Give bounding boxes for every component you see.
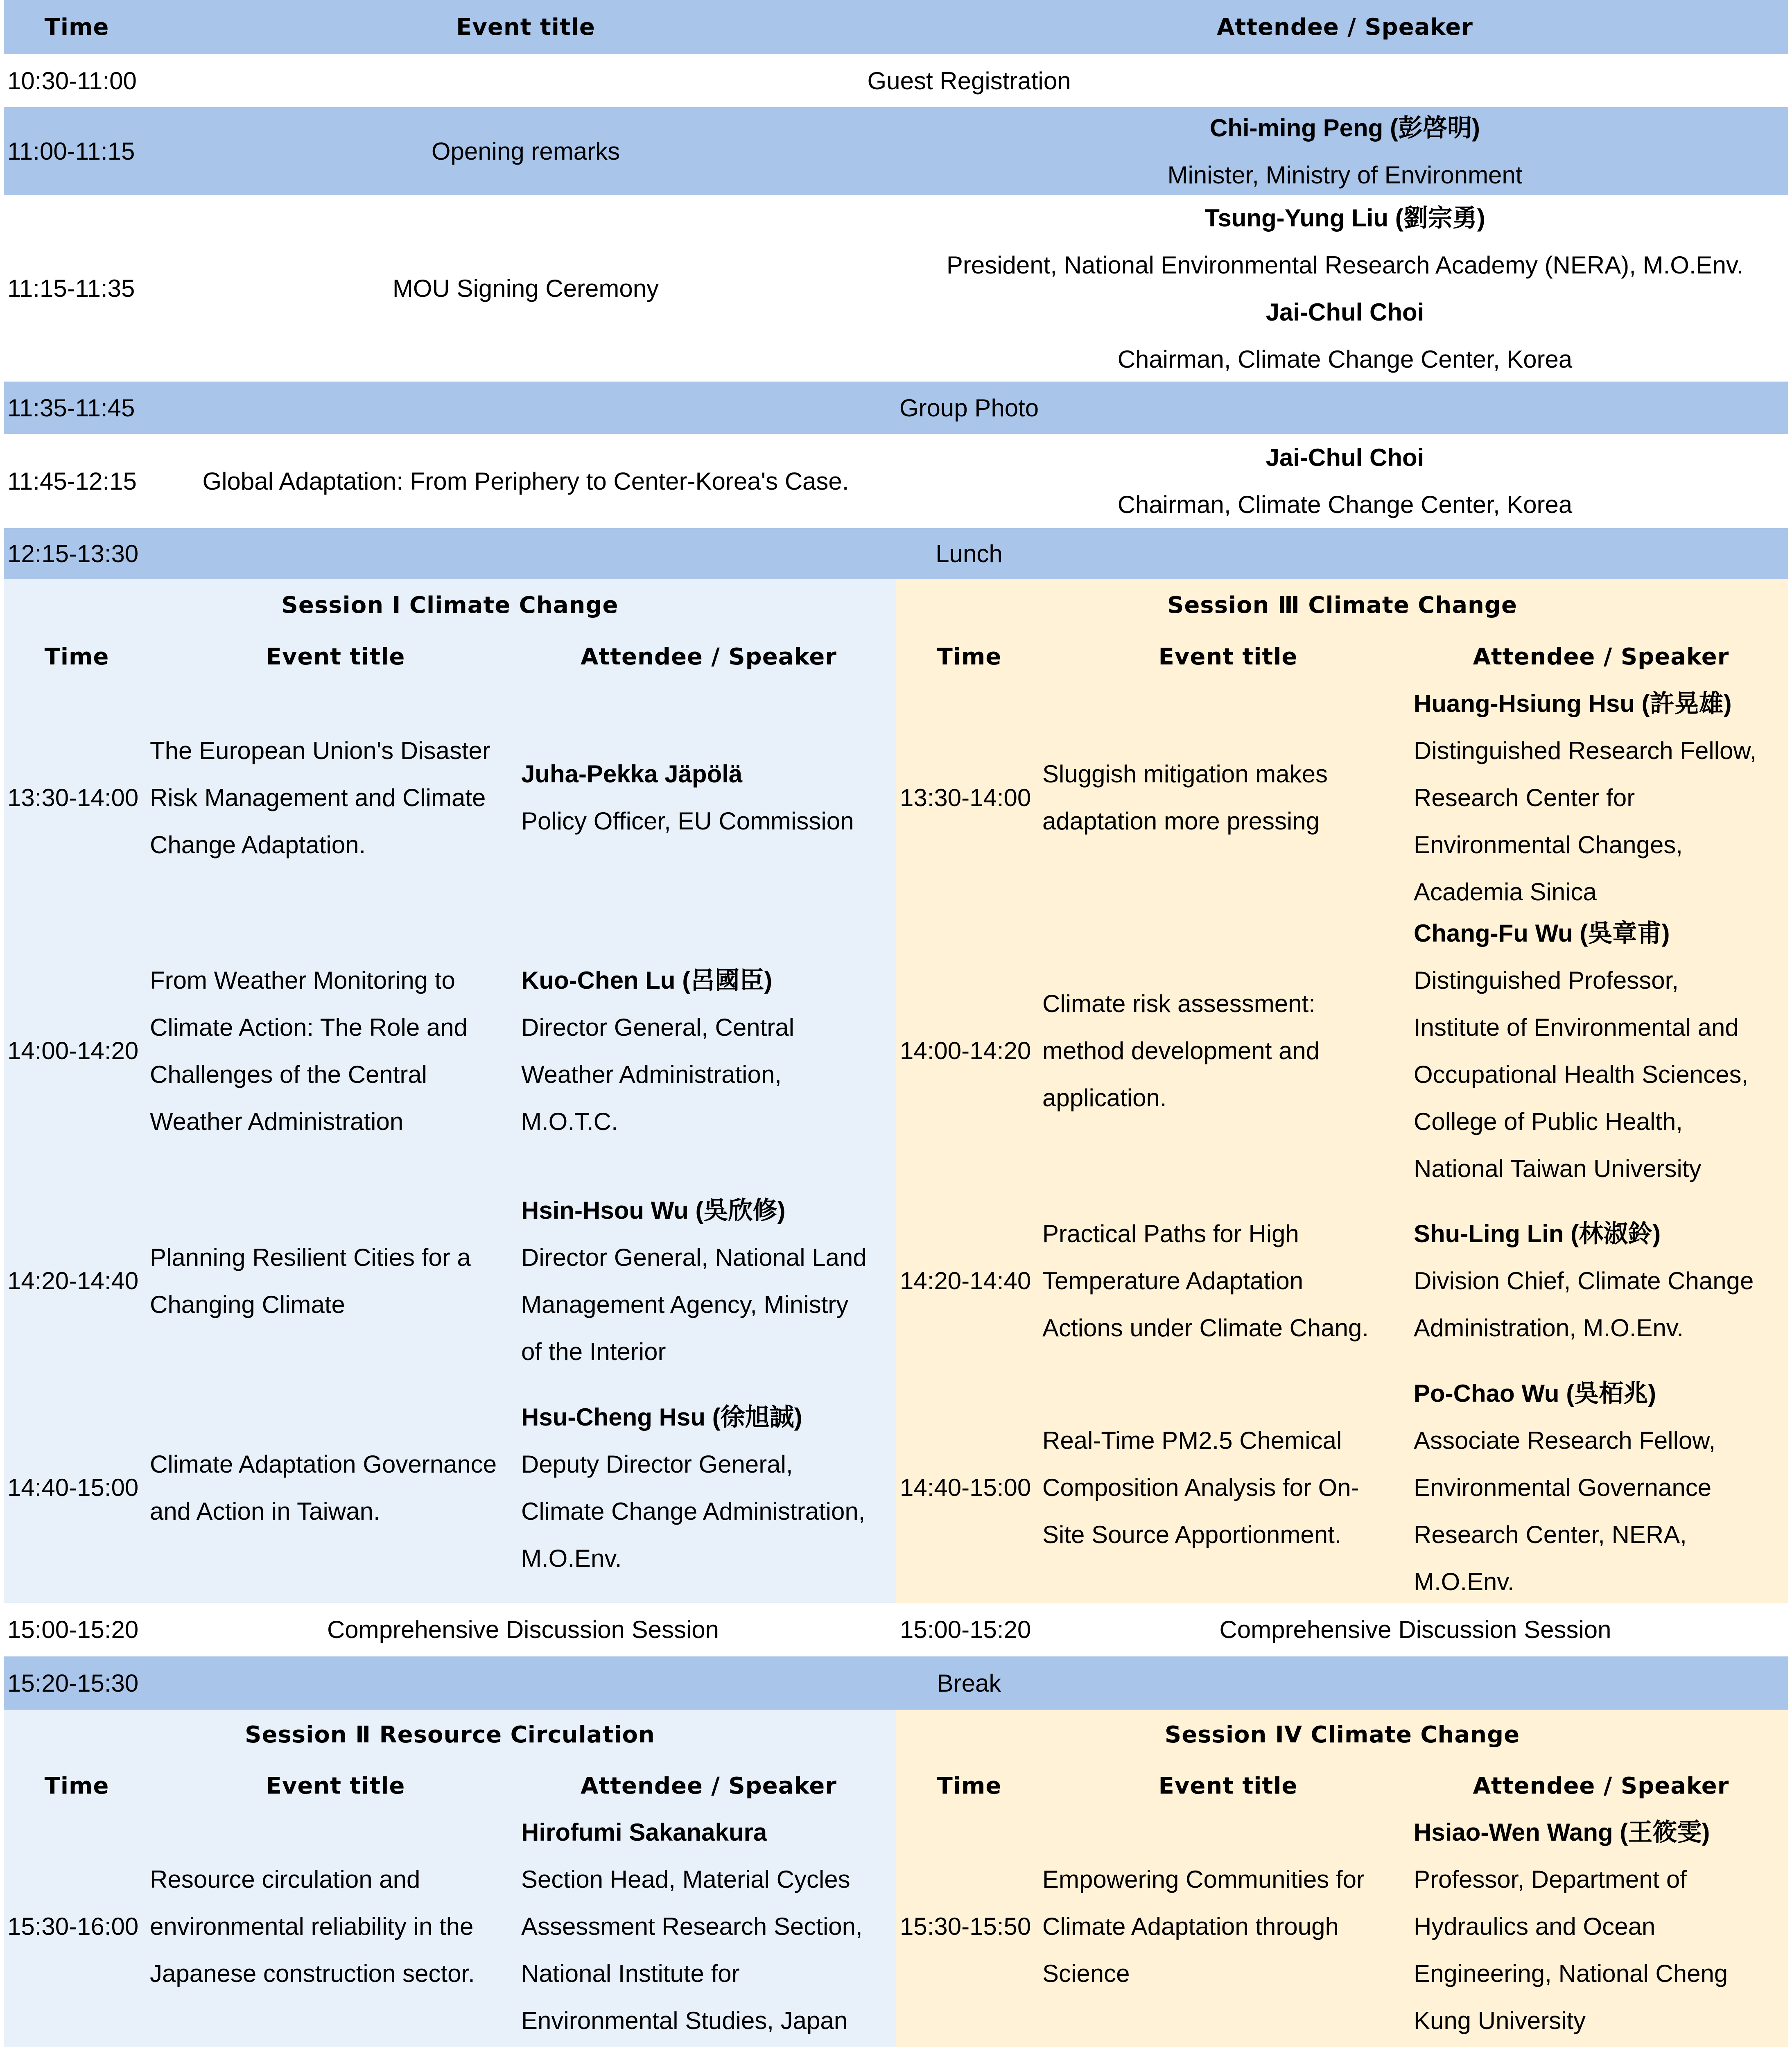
row-time: 11:45-12:15 (7, 467, 137, 495)
talk-title (1042, 912, 1414, 1189)
discussion-time: 15:00-15:20 (7, 1616, 139, 1643)
speaker-name: Chi-ming Peng (彭啓明) (1210, 114, 1480, 142)
text-line: Sluggish mitigation makes (1042, 760, 1328, 788)
row-title: Group Photo (899, 394, 1039, 422)
session-row (4, 2041, 1788, 2047)
talk-speaker (521, 1812, 896, 2041)
speaker-name: Chang-Fu Wu (吳章甫) (1414, 919, 1670, 947)
row-time: 11:00-11:15 (7, 138, 135, 165)
text-line: Practical Paths for High (1042, 1220, 1299, 1247)
row-title: Global Adaptation: From Periphery to Center-Korea's Case. (202, 467, 849, 495)
text-line: Deputy Director General, (521, 1450, 793, 1478)
row-time: 15:20-15:30 (7, 1669, 139, 1697)
session-title-2: Session Ⅱ Resource Circulation (4, 1710, 896, 1760)
header-event-title: Event title (456, 14, 595, 41)
agenda-row-break (4, 1656, 1788, 1710)
row-time: 11:15-11:35 (7, 275, 135, 302)
speaker-name: Jai-Chul Choi (1265, 298, 1424, 326)
session-title-4: Session IV Climate Change (896, 1710, 1788, 1760)
text-line: Academia Sinica (1414, 878, 1597, 906)
text-line: adaptation more pressing (1042, 807, 1320, 835)
text-line: The European Union's Disaster (150, 737, 490, 764)
agenda-row-opening (4, 107, 1788, 195)
row-title: Opening remarks (431, 138, 620, 165)
agenda-row-mou (4, 195, 1788, 382)
text-line: Site Source Apportionment. (1042, 1521, 1342, 1548)
talk-time: 14:00-14:20 (900, 1037, 1031, 1064)
session-column-header-row (4, 1760, 1788, 1812)
row-speaker (902, 434, 1788, 528)
text-line: M.O.Env. (1414, 1568, 1514, 1595)
agenda-row-group-photo (4, 382, 1788, 434)
agenda-row-lunch (4, 528, 1788, 579)
header-time: Time (44, 14, 109, 41)
text-line: Actions under Climate Chang. (1042, 1314, 1369, 1342)
text-line: College of Public Health, (1414, 1107, 1683, 1135)
col-time: Time (44, 644, 109, 670)
text-line: Professor, Department of (1414, 1866, 1687, 1893)
talk-speaker (521, 683, 896, 912)
talk-title (1042, 2041, 1414, 2047)
text-line: Change Adaptation. (150, 831, 366, 859)
text-line: Temperature Adaptation (1042, 1267, 1304, 1295)
speaker-name: Huang-Hsiung Hsu (許晃雄) (1414, 689, 1732, 717)
agenda-row-registration (4, 54, 1788, 107)
text-line: National Institute for (521, 1960, 740, 1987)
text-line: and Action in Taiwan. (150, 1497, 380, 1525)
discussion-title: Comprehensive Discussion Session (327, 1616, 719, 1643)
col-time: Time (44, 1772, 109, 1799)
text-line: Risk Management and Climate (150, 784, 486, 811)
text-line: Administration, M.O.Env. (1414, 1314, 1684, 1342)
col-attendee: Attendee / Speaker (1473, 1772, 1729, 1799)
col-attendee: Attendee / Speaker (1473, 644, 1729, 670)
text-line: Composition Analysis for On- (1042, 1474, 1359, 1501)
text-line: Distinguished Research Fellow, (1414, 737, 1757, 764)
text-line: Institute of Environmental and (1414, 1013, 1739, 1041)
speaker-role: Chairman, Climate Change Center, Korea (1117, 345, 1573, 373)
agenda-header-row (4, 0, 1788, 54)
text-line: Real-Time PM2.5 Chemical (1042, 1427, 1342, 1454)
text-line: Changing Climate (150, 1290, 345, 1318)
talk-time: 14:40-15:00 (7, 1474, 139, 1501)
speaker-name (521, 2039, 896, 2047)
speaker-name: Po-Chao Wu (吳栢兆) (1414, 1380, 1656, 1407)
header-attendee: Attendee / Speaker (1217, 14, 1473, 41)
text-line: Weather Administration (150, 1107, 404, 1135)
text-line: Challenges of the Central (150, 1060, 427, 1088)
speaker-name: Kuo-Chen Lu (呂國臣) (521, 966, 773, 994)
speaker-name (1414, 2039, 1788, 2047)
talk-title (1042, 683, 1414, 912)
text-line: Kung University (1414, 2007, 1586, 2034)
talk-time: 14:20-14:40 (7, 1267, 139, 1295)
talk-title (1042, 1372, 1414, 1603)
talk-speaker (521, 912, 896, 1189)
talk-speaker (1414, 1812, 1788, 2041)
speaker-name: Juha-Pekka Jäpölä (521, 760, 743, 788)
text-line: of the Interior (521, 1338, 666, 1365)
col-attendee: Attendee / Speaker (581, 644, 837, 670)
talk-time: 13:30-14:00 (900, 784, 1031, 811)
text-line: From Weather Monitoring to (150, 966, 455, 994)
session-header-row (4, 579, 1788, 631)
speaker-name: Shu-Ling Lin (林淑鈴) (1414, 1220, 1661, 1247)
text-line: Environmental Changes, (1414, 831, 1683, 859)
text-line: Resource circulation and (150, 1866, 420, 1893)
talk-time (900, 2041, 1043, 2047)
talk-time: 15:30-15:50 (900, 1913, 1031, 1940)
talk-title (150, 1189, 521, 1372)
text-line: application. (1042, 1084, 1167, 1112)
row-title: MOU Signing Ceremony (392, 275, 659, 302)
text-line: Weather Administration, (521, 1060, 782, 1088)
talk-title (150, 912, 521, 1189)
row-title: Guest Registration (867, 67, 1071, 95)
session-column-header-row (4, 631, 1788, 683)
talk-title (150, 2041, 521, 2047)
speaker-name: Hsin-Hsou Wu (吳欣修) (521, 1196, 786, 1224)
talk-title (1042, 1189, 1414, 1372)
talk-time (7, 2041, 151, 2047)
session-title-1: Session I Climate Change (4, 579, 896, 631)
text-line: Climate Adaptation Governance (150, 1450, 497, 1478)
text-line: Distinguished Professor, (1414, 966, 1679, 994)
col-time: Time (937, 1772, 1002, 1799)
talk-speaker (1414, 912, 1788, 1189)
talk-speaker (1414, 2041, 1788, 2047)
text-line: M.O.T.C. (521, 1107, 618, 1135)
speaker-name: Hirofumi Sakanakura (521, 1819, 767, 1846)
row-title: Lunch (936, 540, 1003, 567)
text-line: Climate Action: The Role and (150, 1013, 468, 1041)
text-line: Japanese construction sector. (150, 1960, 475, 1987)
text-line: Assessment Research Section, (521, 1913, 863, 1940)
col-attendee: Attendee / Speaker (581, 1772, 837, 1799)
speaker-name: Tsung-Yung Liu (劉宗勇) (1204, 204, 1485, 232)
talk-speaker (521, 1372, 896, 1603)
speaker-role: President, National Environmental Research Academy (NERA), M.O.Env. (946, 251, 1744, 279)
talk-title (150, 1372, 521, 1603)
discussion-row (4, 1603, 1788, 1656)
text-line: Empowering Communities for (1042, 1866, 1365, 1893)
row-time: 11:35-11:45 (7, 394, 135, 422)
row-time: 12:15-13:30 (7, 540, 139, 567)
talk-title (150, 683, 521, 912)
talk-speaker (1414, 1189, 1788, 1372)
text-line: Planning Resilient Cities for a (150, 1243, 471, 1271)
col-time: Time (937, 644, 1002, 670)
text-line: Division Chief, Climate Change (1414, 1267, 1754, 1295)
text-line: Section Head, Material Cycles (521, 1866, 850, 1893)
discussion-time: 15:00-15:20 (900, 1616, 1031, 1643)
text-line: Engineering, National Cheng (1414, 1960, 1728, 1987)
session-header-row (4, 1710, 1788, 1760)
text-line: Research Center, NERA, (1414, 1521, 1687, 1548)
talk-speaker (1414, 1372, 1788, 1603)
talk-time: 14:20-14:40 (900, 1267, 1031, 1295)
session-row (4, 1372, 1788, 1603)
text-line: Climate Adaptation through (1042, 1913, 1339, 1940)
talk-time: 14:40-15:00 (900, 1474, 1031, 1501)
text-line: Environmental Governance (1414, 1474, 1712, 1501)
speaker-role: Minister, Ministry of Environment (1167, 161, 1523, 189)
col-event-title: Event title (266, 1772, 405, 1799)
session-row (4, 912, 1788, 1189)
discussion-title: Comprehensive Discussion Session (1219, 1616, 1611, 1643)
text-line: Climate Change Administration, (521, 1497, 865, 1525)
text-line: Climate risk assessment: (1042, 990, 1315, 1017)
text-line: Occupational Health Sciences, (1414, 1060, 1749, 1088)
talk-speaker (1414, 683, 1788, 912)
session-row (4, 1189, 1788, 1372)
talk-speaker (521, 1189, 896, 1372)
text-line (1042, 2039, 1414, 2047)
text-line: M.O.Env. (521, 1544, 622, 1572)
row-time: 10:30-11:00 (7, 67, 137, 95)
text-line: method development and (1042, 1037, 1320, 1064)
session-row (4, 683, 1788, 912)
session-row (4, 1812, 1788, 2041)
text-line: Director General, National Land (521, 1243, 867, 1271)
row-speaker (902, 195, 1788, 382)
text-line: environmental reliability in the (150, 1913, 474, 1940)
talk-speaker (521, 2041, 896, 2047)
text-line: Research Center for (1414, 784, 1635, 811)
text-line: Associate Research Fellow, (1414, 1427, 1715, 1454)
text-line: Hydraulics and Ocean (1414, 1913, 1656, 1940)
speaker-role: Chairman, Climate Change Center, Korea (1117, 491, 1573, 518)
row-title: Break (937, 1669, 1001, 1697)
talk-time: 13:30-14:00 (7, 784, 139, 811)
col-event-title: Event title (1158, 644, 1298, 670)
agenda-row-keynote (4, 434, 1788, 528)
session-title-3: Session Ⅲ Climate Change (896, 579, 1788, 631)
text-line: Environmental Studies, Japan (521, 2007, 848, 2034)
speaker-name: Hsiao-Wen Wang (王筱雯) (1414, 1819, 1710, 1846)
text-line: National Taiwan University (1414, 1155, 1702, 1182)
row-speaker (902, 107, 1788, 195)
text-line: Policy Officer, EU Commission (521, 807, 854, 835)
text-line: Director General, Central (521, 1013, 794, 1041)
col-event-title: Event title (266, 644, 405, 670)
talk-time: 15:30-16:00 (7, 1913, 139, 1940)
talk-title (150, 1812, 521, 2041)
col-event-title: Event title (1158, 1772, 1298, 1799)
talk-title (1042, 1812, 1414, 2041)
text-line: Science (1042, 1960, 1130, 1987)
talk-time: 14:00-14:20 (7, 1037, 139, 1064)
text-line: Management Agency, Ministry (521, 1290, 849, 1318)
speaker-name: Hsu-Cheng Hsu (徐旭誠) (521, 1403, 802, 1431)
speaker-name: Jai-Chul Choi (1265, 444, 1424, 471)
